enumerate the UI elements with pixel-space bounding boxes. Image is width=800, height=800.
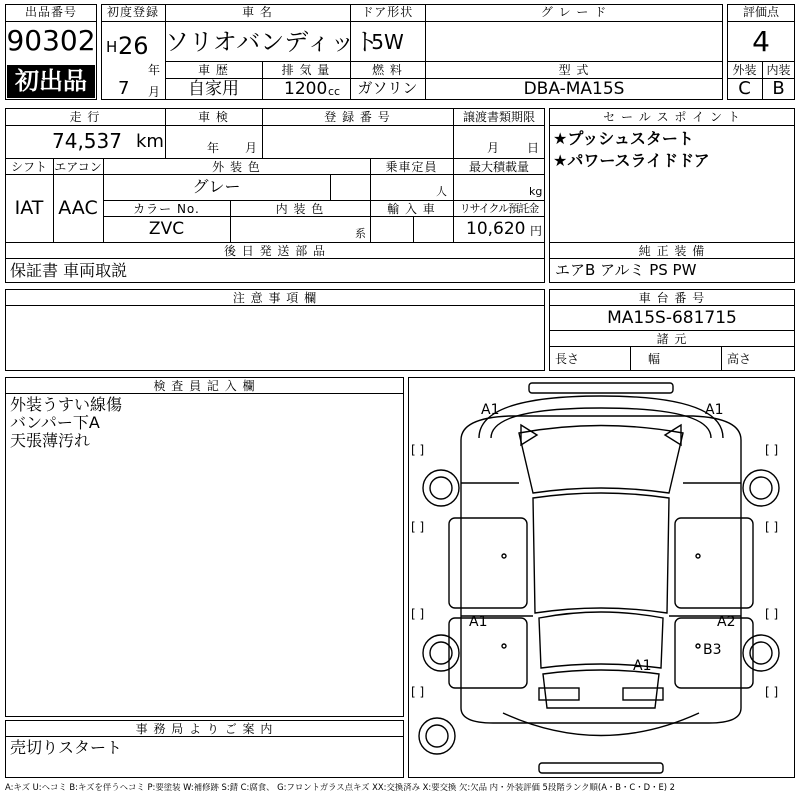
capacity-label: 乗車定員 [385,160,438,174]
bracket-6: [ ] [765,607,779,621]
exterior-label: 外装 [732,63,757,77]
length-label: 長さ [555,352,580,366]
displacement-unit: cc [328,85,341,98]
reg-month: 7 [118,78,130,99]
shift-value: IAT [14,197,44,219]
first-reg-label: 初度登録 [106,5,159,19]
height-label: 高さ [727,352,752,366]
int-color-label: 内 装 色 [275,202,325,216]
import-label: 輸 入 車 [387,202,436,216]
delivery-label: 後 日 発 送 部 品 [223,244,327,258]
history-value: 自家用 [188,79,239,99]
ac-value: AAC [58,197,98,219]
mileage-value: 74,537 [52,129,122,153]
selling-point-2: ★パワースライドドア [553,151,710,170]
mileage-label: 走 行 [69,110,101,124]
recycle-unit: 円 [530,224,543,238]
grade-label: グ レ ー ド [540,5,608,19]
inspector-line-2: バンパー下A [10,413,100,432]
interior-grade: B [772,78,785,99]
score-label: 評価点 [742,5,779,19]
bracket-3: [ ] [411,520,425,534]
dimensions-label: 諸 元 [656,332,688,346]
capacity-unit: 人 [436,185,447,198]
damage-mark-rear-quarter: B3 [703,642,722,658]
ext-color-label: 外 装 色 [212,160,261,174]
month-unit: 月 [148,85,161,99]
car-outline-icon [409,378,794,777]
damage-mark-rear-right: A2 [717,614,736,630]
history-label: 車 歴 [198,63,229,77]
reg-no-label: 登 録 番 号 [324,110,391,124]
door-type: 5W [371,30,404,54]
reg-year: 26 [118,32,149,60]
damage-mark-front-left: A1 [481,402,500,418]
bracket-7: [ ] [411,685,425,699]
remarks-label: 注 意 事 項 欄 [232,291,318,305]
transfer-month-unit: 月 [487,141,500,155]
load-label: 最大積載量 [468,160,529,174]
inspector-line-3: 天張薄汚れ [10,431,91,450]
bracket-8: [ ] [765,685,779,699]
recycle-label: リサイクル預託金 [459,202,539,215]
lot-label: 出品番号 [24,5,77,19]
bracket-1: [ ] [411,443,425,457]
lot-number: 90302 [6,24,96,57]
inspection-label: 車 検 [198,110,229,124]
car-name-label: 車 名 [242,5,273,19]
fuel-label: 燃 料 [372,63,403,77]
mileage-unit: km [136,131,164,152]
inspector-line-1: 外装うすい線傷 [10,395,123,414]
score-value: 4 [752,25,770,58]
exterior-grade: C [738,78,751,99]
year-unit: 年 [148,63,161,77]
selling-points-label: セ ー ル ス ポ イ ン ト [603,110,741,124]
delivery-value: 保証書 車両取説 [10,261,128,280]
equipment-value: エアB アルミ PS PW [555,261,697,279]
insp-month-unit: 月 [245,141,258,155]
damage-mark-front-right: A1 [705,402,724,418]
interior-label: 内装 [766,63,791,77]
door-label: ドア形状 [361,5,414,19]
insp-year-unit: 年 [207,141,220,155]
model-label: 型 式 [558,63,590,77]
color-no-label: カラー No. [133,202,200,216]
width-label: 幅 [648,352,661,366]
legend-text: A:キズ U:ヘコミ B:キズを伴うヘコミ P:要塗装 W:補修跡 S:錆 C:腐食、 G:フロントガラス点キズ XX:交換済み X:要交換 欠:欠品 内・外装評価 5段階ランク順(A・B・C・D・E) 2 [5,783,676,792]
int-color-unit: 系 [355,227,366,240]
bracket-5: [ ] [411,607,425,621]
color-no-value: ZVC [148,219,185,239]
selling-point-1: ★プッシュスタート [553,129,694,148]
bracket-4: [ ] [765,520,779,534]
transfer-label: 譲渡書類期限 [462,110,535,124]
load-unit: kg [529,185,543,198]
chassis-value: MA15S-681715 [607,308,737,328]
ac-label: エアコン [54,160,102,174]
recycle-value: 10,620 [466,219,526,239]
displacement-value: 1200 [284,79,328,99]
model-value: DBA-MA15S [523,79,625,99]
office-text: 売切りスタート [10,738,123,757]
first-listing-badge: 初出品 [7,65,95,98]
car-diagram [408,377,795,778]
office-label: 事 務 局 よ り ご 案 内 [135,722,274,736]
bracket-2: [ ] [765,443,779,457]
damage-mark-rear-left: A1 [469,614,488,630]
era: H [106,38,118,56]
equipment-label: 純 正 装 備 [638,244,706,258]
displacement-label: 排 気 量 [281,63,331,77]
fuel-value: ガソリン [357,79,418,97]
inspector-label: 検 査 員 記 入 欄 [153,379,256,393]
ext-color-value: グレー [192,177,241,196]
damage-mark-trunk: A1 [633,658,652,674]
shift-label: シフト [10,160,47,174]
car-name: ソリオバンディット [165,28,379,56]
transfer-day-unit: 日 [527,141,540,155]
chassis-label: 車 台 番 号 [638,291,706,305]
